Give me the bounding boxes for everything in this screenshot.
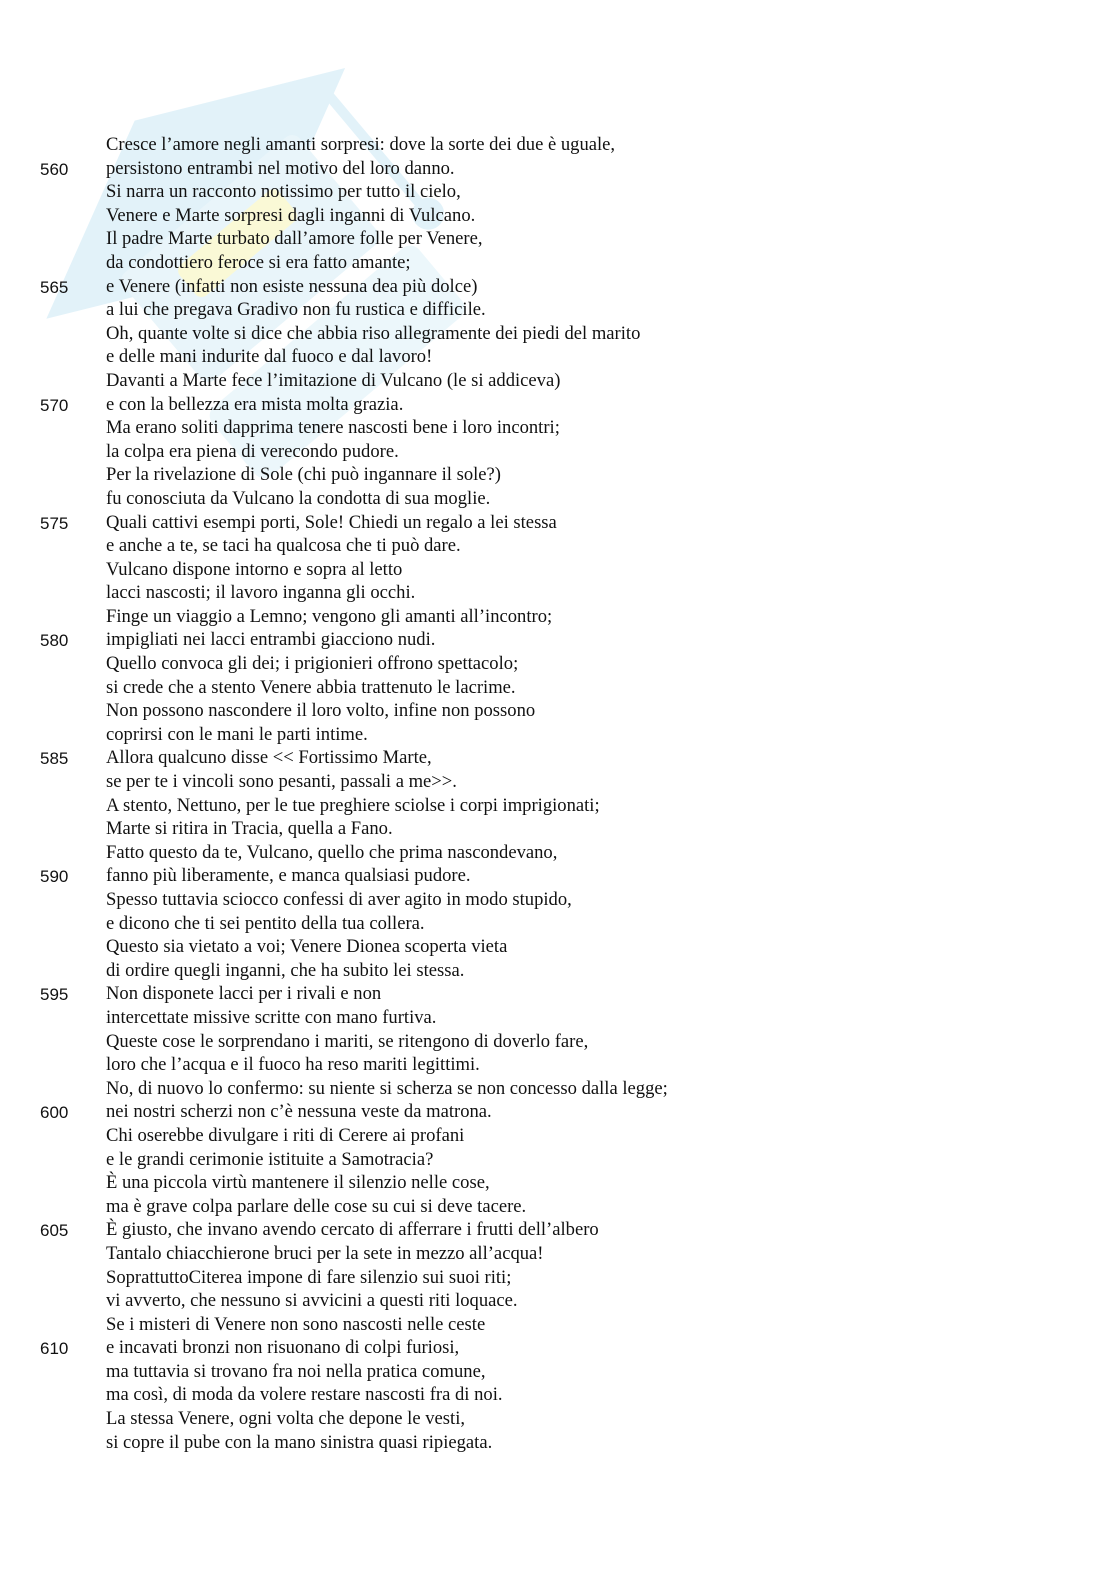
verse-text: e dicono che ti sei pentito della tua collera. [106, 912, 425, 934]
poem-line [0, 982, 1116, 1006]
poem-line [0, 534, 1116, 558]
verse-text: Quello convoca gli dei; i prigionieri offrono spettacolo; [106, 653, 519, 675]
poem-line [0, 935, 1116, 959]
verse-text: fu conosciuta da Vulcano la condotta di sua moglie. [106, 487, 491, 509]
poem-line [0, 652, 1116, 676]
poem-line [0, 1218, 1116, 1242]
verse-text: No, di nuovo lo confermo: su niente si scherza se non concesso dalla legge; [106, 1077, 668, 1099]
line-number: 585 [40, 749, 69, 769]
verse-text: Il padre Marte turbato dall’amore folle per Venere, [106, 228, 483, 250]
verse-text: impigliati nei lacci entrambi giacciono nudi. [106, 629, 436, 651]
poem-line [0, 511, 1116, 535]
poem-line [0, 322, 1116, 346]
poem-line [0, 416, 1116, 440]
verse-text: la colpa era piena di verecondo pudore. [106, 440, 399, 462]
verse-text: A stento, Nettuno, per le tue preghiere sciolse i corpi imprigionati; [106, 794, 600, 816]
verse-text: vi avverto, che nessuno si avvicini a questi riti loquace. [106, 1290, 518, 1312]
verse-text: e Venere (infatti non esiste nessuna dea più dolce) [106, 275, 478, 297]
verse-text: nei nostri scherzi non c’è nessuna veste da matrona. [106, 1101, 492, 1123]
poem-line [0, 251, 1116, 275]
poem-line [0, 298, 1116, 322]
poem-line [0, 487, 1116, 511]
verse-text: ma è grave colpa parlare delle cose su cui si deve tacere. [106, 1195, 527, 1217]
verse-text: coprirsi con le mani le parti intime. [106, 723, 368, 745]
poem-line [0, 912, 1116, 936]
verse-text: Se i misteri di Venere non sono nascosti nelle ceste [106, 1313, 486, 1335]
verse-text: a lui che pregava Gradivo non fu rustica e difficile. [106, 299, 486, 321]
poem-line [0, 393, 1116, 417]
poem-line [0, 888, 1116, 912]
verse-text: Venere e Marte sorpresi dagli inganni di Vulcano. [106, 204, 476, 226]
verse-text: Ma erano soliti dapprima tenere nascosti bene i loro incontri; [106, 417, 560, 439]
verse-text: Non possono nascondere il loro volto, infine non possono [106, 700, 536, 722]
poem-line [0, 440, 1116, 464]
verse-text: Queste cose le sorprendano i mariti, se ritengono di doverlo fare, [106, 1030, 589, 1052]
poem-line [0, 463, 1116, 487]
poem-line [0, 1006, 1116, 1030]
verse-text: da condottiero feroce si era fatto amante; [106, 251, 411, 273]
poem-line [0, 841, 1116, 865]
verse-text: intercettate missive scritte con mano furtiva. [106, 1006, 437, 1028]
poem-line [0, 1266, 1116, 1290]
poem-line [0, 605, 1116, 629]
verse-text: Vulcano dispone intorno e sopra al letto [106, 558, 403, 580]
poem-line [0, 1100, 1116, 1124]
poem-line [0, 227, 1116, 251]
line-number: 560 [40, 159, 69, 179]
verse-text: Marte si ritira in Tracia, quella a Fano. [106, 818, 393, 840]
line-number: 590 [40, 867, 69, 887]
verse-text: SoprattuttoCiterea impone di fare silenzio sui suoi riti; [106, 1266, 512, 1288]
poem-line [0, 1171, 1116, 1195]
verse-text: lacci nascosti; il lavoro inganna gli occhi. [106, 582, 416, 604]
poem-line [0, 133, 1116, 157]
verse-text: e le grandi cerimonie istituite a Samotracia? [106, 1148, 434, 1170]
verse-text: fanno più liberamente, e manca qualsiasi pudore. [106, 865, 471, 887]
verse-text: e delle mani indurite dal fuoco e dal lavoro! [106, 346, 433, 368]
verse-text: se per te i vincoli sono pesanti, passali a me>>. [106, 771, 457, 793]
poem-line [0, 275, 1116, 299]
poem-line [0, 581, 1116, 605]
poem-line [0, 1148, 1116, 1172]
verse-text: ma così, di moda da volere restare nascosti fra di noi. [106, 1384, 503, 1406]
poem-line [0, 794, 1116, 818]
poem-line [0, 1053, 1116, 1077]
poem-line [0, 1431, 1116, 1455]
poem-line [0, 864, 1116, 888]
poem-line [0, 1360, 1116, 1384]
poem-text [0, 133, 1116, 1454]
verse-text: Oh, quante volte si dice che abbia riso allegramente dei piedi del marito [106, 322, 641, 344]
poem-line [0, 345, 1116, 369]
line-number: 610 [40, 1339, 69, 1359]
verse-text: Fatto questo da te, Vulcano, quello che prima nascondevano, [106, 841, 558, 863]
poem-line [0, 723, 1116, 747]
verse-text: e con la bellezza era mista molta grazia. [106, 393, 404, 415]
line-number: 580 [40, 631, 69, 651]
line-number: 595 [40, 985, 69, 1005]
verse-text: ma tuttavia si trovano fra noi nella pratica comune, [106, 1360, 486, 1382]
line-number: 575 [40, 513, 69, 533]
verse-text: loro che l’acqua e il fuoco ha reso mariti legittimi. [106, 1054, 480, 1076]
verse-text: Davanti a Marte fece l’imitazione di Vulcano (le si addiceva) [106, 369, 561, 391]
verse-text: Tantalo chiacchierone bruci per la sete in mezzo all’acqua! [106, 1242, 544, 1264]
line-number: 605 [40, 1221, 69, 1241]
verse-text: Spesso tuttavia sciocco confessi di aver agito in modo stupido, [106, 889, 572, 910]
poem-line [0, 1313, 1116, 1337]
poem-line [0, 1077, 1116, 1101]
poem-line [0, 1289, 1116, 1313]
verse-text: Finge un viaggio a Lemno; vengono gli amanti all’incontro; [106, 605, 553, 627]
verse-text: Cresce l’amore negli amanti sorpresi: dove la sorte dei due è uguale, [106, 134, 616, 155]
poem-line [0, 1242, 1116, 1266]
poem-line [0, 1336, 1116, 1360]
poem-line [0, 699, 1116, 723]
line-number: 570 [40, 395, 69, 415]
poem-line [0, 1195, 1116, 1219]
verse-text: Questo sia vietato a voi; Venere Dionea scoperta vieta [106, 936, 508, 958]
poem-line [0, 180, 1116, 204]
poem-line [0, 959, 1116, 983]
verse-text: si crede che a stento Venere abbia trattenuto le lacrime. [106, 676, 516, 698]
poem-line [0, 628, 1116, 652]
verse-text: Allora qualcuno disse << Fortissimo Marte, [106, 747, 432, 769]
verse-text: È una piccola virtù mantenere il silenzio nelle cose, [106, 1172, 490, 1194]
poem-line [0, 558, 1116, 582]
poem-line [0, 1124, 1116, 1148]
poem-line [0, 157, 1116, 181]
poem-line [0, 746, 1116, 770]
poem-line [0, 770, 1116, 794]
verse-text: e incavati bronzi non risuonano di colpi furiosi, [106, 1337, 460, 1359]
verse-text: Chi oserebbe divulgare i riti di Cerere ai profani [106, 1124, 465, 1146]
verse-text: e anche a te, se taci ha qualcosa che ti può dare. [106, 535, 461, 557]
verse-text: si copre il pube con la mano sinistra quasi ripiegata. [106, 1431, 493, 1453]
verse-text: di ordire quegli inganni, che ha subito lei stessa. [106, 959, 465, 981]
poem-line [0, 204, 1116, 228]
line-number: 600 [40, 1103, 69, 1123]
verse-text: È giusto, che invano avendo cercato di afferrare i frutti dell’albero [106, 1219, 599, 1241]
poem-line [0, 1383, 1116, 1407]
verse-text: La stessa Venere, ogni volta che depone le vesti, [106, 1408, 466, 1430]
poem-line [0, 369, 1116, 393]
poem-line [0, 817, 1116, 841]
poem-line [0, 1030, 1116, 1054]
poem-line [0, 676, 1116, 700]
verse-text: Quali cattivi esempi porti, Sole! Chiedi un regalo a lei stessa [106, 511, 557, 533]
verse-text: persistono entrambi nel motivo del loro danno. [106, 157, 455, 179]
poem-line [0, 1407, 1116, 1431]
line-number: 565 [40, 277, 69, 297]
verse-text: Si narra un racconto notissimo per tutto il cielo, [106, 181, 461, 203]
verse-text: Per la rivelazione di Sole (chi può ingannare il sole?) [106, 464, 501, 486]
verse-text: Non disponete lacci per i rivali e non [106, 983, 382, 1005]
